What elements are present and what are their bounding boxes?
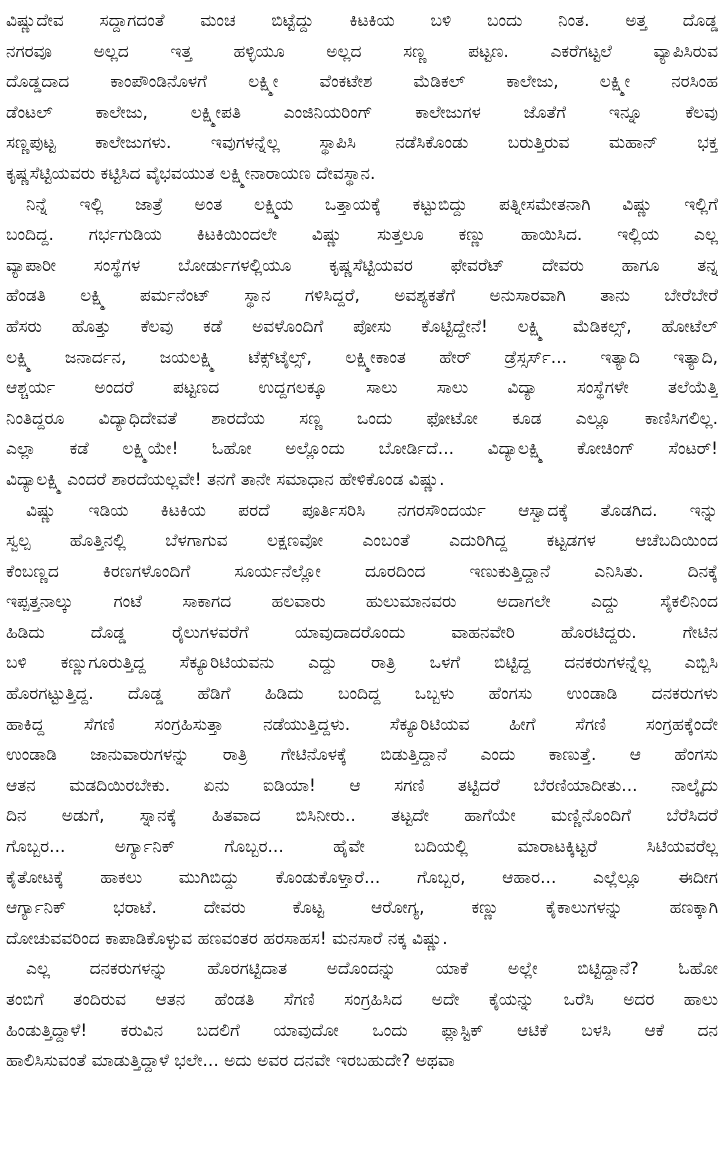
text-line: ಬಳಿ ಕಣ್ಣುಗೂರುತ್ತಿದ್ದ ಸೆಕ್ಯೂರಿಟಿಯವನು ಎದ್ದು ರಾತ್ರಿ ಒಳಗೆ ಬಿಟ್ಟಿದ್ದ ದನಕರುಗಳನ್ನೆಲ್ಲ ಎಬ್ಬಿಸಿ [6,653,718,674]
text-line: ಹೊರಗಟ್ಟುತ್ತಿದ್ದ. ದೊಡ್ಡ ಹೆಡಿಗೆ ಹಿಡಿದು ಬಂದಿದ್ದ ಒಬ್ಬಳು ಹೆಂಗಸು ಉಂಡಾಡಿ ದನಕರುಗಳು [6,684,718,705]
text-line: ವಿಷ್ಣುದೇವ ಸದ್ದಾಗದಂತೆ ಮಂಚ ಬಿಟ್ಟೆದ್ದು ಕಿಟಕಿಯ ಬಳಿ ಬಂದು ನಿಂತ. ಅತ್ತ ದೊಡ್ಡ [6,11,718,31]
text-line: ತಂಬಿಗೆ ತಂದಿರುವ ಆತನ ಹೆಂಡತಿ ಸೆಗಣಿ ಸಂಗ್ರಹಿಸಿದ ಅದೇ ಕೈಯನ್ನು ಒರೆಸಿ ಅದರ ಹಾಲು [6,990,718,1010]
text-line: ಆಶ್ಚರ್ಯ ಅಂದರೆ ಪಟ್ಟಣದ ಉದ್ದಗಲಕ್ಕೂ ಸಾಲು ಸಾಲು ವಿದ್ಯಾ ಸಂಸ್ಥೆಗಳೇ ತಲೆಯೆತ್ತಿ [6,378,718,399]
text-line: ಇಪ್ಪತ್ತನಾಲ್ಕು ಗಂಟೆ ಸಾಕಾಗದ ಹಲವಾರು ಹುಲುಮಾನವರು ಅದಾಗಲೇ ಎದ್ದು ಸೈಕಲಿನಿಂದ [6,592,718,613]
text-line: ಹೆಸರು ಹೊತ್ತು ಕೆಲವು ಕಡೆ ಅವಳೊಂದಿಗೆ ಪೋಸು ಕೊಟ್ಟಿದ್ದೇನೆ! ಲಕ್ಷ್ಮಿ ಮೆಡಿಕಲ್ಸ್, ಹೋಟೆಲ್ [6,316,718,337]
text-line: ಸಣ್ಣಪುಟ್ಟ ಕಾಲೇಜುಗಳು. ಇವುಗಳನ್ನೆಲ್ಲ ಸ್ಥಾಪಿಸಿ ನಡೆಸಿಕೊಂಡು ಬರುತ್ತಿರುವ ಮಹಾನ್ ಭಕ್ತ [6,133,718,154]
text-line: ನಿನ್ನೆ ಇಲ್ಲಿ ಜಾತ್ರೆ ಅಂತ ಲಕ್ಷ್ಮಿಯ ಒತ್ತಾಯಕ್ಕೆ ಕಟ್ಟುಬಿದ್ದು ಪತ್ನೀಸಮೇತನಾಗಿ ವಿಷ್ಣು ಇಲ್ಲಿಗೆ [26,194,718,215]
text-line: ಆರ್ಗ್ಯಾನಿಕ್ ಭರಾಟೆ. ದೇವರು ಕೊಟ್ಟ ಆರೋಗ್ಯ, ಕಣ್ಣು ಕೈಕಾಲುಗಳನ್ನು ಹಣಕ್ಕಾಗಿ [6,898,718,919]
text-line: ಲಕ್ಷ್ಮಿ ಜನಾರ್ದನ, ಜಯಲಕ್ಷ್ಮಿ ಟೆಕ್ಸ್‌ಟೈಲ್ಸ್, ಲಕ್ಷ್ಮೀಕಾಂತ ಹೇರ್ ಡ್ರೆಸ್ಸರ್ಸ್... ಇತ್ಯಾದಿ ಇತ್ಯಾದಿ, [6,347,718,368]
text-line: ವಿಷ್ಣು ಇಡಿಯ ಕಿಟಕಿಯ ಪರದೆ ಪೂರ್ತಿಸರಿಸಿ ನಗರಸೌಂದರ್ಯ ಆಸ್ವಾದಕ್ಕೆ ತೊಡಗಿದ. ಇನ್ನು [26,500,718,521]
text-line: ದೊಡ್ಡದಾದ ಕಾಂಪೌಂಡಿನೊಳಗೆ ಲಕ್ಷ್ಮೀ ವೆಂಕಟೇಶ ಮೆಡಿಕಲ್ ಕಾಲೇಜು, ಲಕ್ಷ್ಮೀ ನರಸಿಂಹ [6,72,718,93]
text-line: ಎಲ್ಲ ದನಕರುಗಳನ್ನು ಹೊರಗಟ್ಟಿದಾತ ಅದೊಂದನ್ನು ಯಾಕೆ ಅಲ್ಲೇ ಬಿಟ್ಟಿದ್ದಾನೆ? ಓಹೋ [26,959,718,980]
text-line: ಹಾಕಿದ್ದ ಸೆಗಣಿ ಸಂಗ್ರಹಿಸುತ್ತಾ ನಡೆಯುತ್ತಿದ್ದಳು. ಸೆಕ್ಯೂರಿಟಿಯವ ಹೀಗೆ ಸೆಗಣಿ ಸಂಗ್ರಹಕ್ಕೆಂದೇ [6,714,718,735]
text-line: ನಿಂತಿದ್ದರೂ ವಿದ್ಯಾಧಿದೇವತೆ ಶಾರದೆಯ ಸಣ್ಣ ಒಂದು ಫೋಟೋ ಕೂಡ ಎಲ್ಲೂ ಕಾಣಿಸಿಗಲಿಲ್ಲ. [6,408,718,429]
text-line: ಸ್ವಲ್ಪ ಹೊತ್ತಿನಲ್ಲಿ ಬೆಳಗಾಗುವ ಲಕ್ಷಣವೋ ಎಂಬಂತೆ ಎದುರಿಗಿದ್ದ ಕಟ್ಟಡಗಳ ಆಚೆಬದಿಯಿಂದ [6,531,718,552]
text-line: ಕೈತೋಟಕ್ಕೆ ಹಾಕಲು ಮುಗಿಬಿದ್ದು ಕೊಂಡುಕೊಳ್ತಾರೆ... ಗೊಬ್ಬರ, ಆಹಾರ... ಎಲ್ಲೆಲ್ಲೂ ಈದೀಗ [6,867,718,888]
text-line: ನಗರವೂ ಅಲ್ಲದ ಇತ್ತ ಹಳ್ಳಿಯೂ ಅಲ್ಲದ ಸಣ್ಣ ಪಟ್ಟಣ. ಎಕರೆಗಟ್ಟಲೆ ವ್ಯಾಪಿಸಿರುವ [6,41,718,62]
text-line: ಎಲ್ಲಾ ಕಡೆ ಲಕ್ಷ್ಮಿಯೇ! ಓಹೋ ಅಲ್ಲೊಂದು ಬೋರ್ಡಿದೆ... ವಿದ್ಯಾಲಕ್ಷ್ಮಿ ಕೋಚಿಂಗ್ ಸೆಂಟರ್! [6,439,718,460]
text-line: ಗೊಬ್ಬರ... ಅರ್ಗ್ಯಾನಿಕ್ ಗೊಬ್ಬರ... ಹೈವೇ ಬದಿಯಲ್ಲಿ ಮಾರಾಟಕ್ಕಿಟ್ಟರೆ ಸಿಟಿಯವರೆಲ್ಲ [6,837,718,858]
text-line: ಹೆಂಡತಿ ಲಕ್ಷ್ಮಿ ಪರ್ಮನೆಂಟ್ ಸ್ಥಾನ ಗಳಿಸಿದ್ದರೆ, ಅವಶ್ಯಕತೆಗೆ ಅನುಸಾರವಾಗಿ ತಾನು ಬೇರೆಬೇರೆ [6,286,718,307]
text-line: ಡೆಂಟಲ್ ಕಾಲೇಜು, ಲಕ್ಷ್ಮೀಪತಿ ಎಂಜಿನಿಯರಿಂಗ್ ಕಾಲೇಜುಗಳ ಜೊತೆಗೆ ಇನ್ನೂ ಕೆಲವು [6,102,718,123]
text-line: ಹಿಡಿದು ದೊಡ್ಡ ರೈಲುಗಳವರೆಗೆ ಯಾವುದಾದರೊಂದು ವಾಹನವೇರಿ ಹೊರಟಿದ್ದರು. ಗೇಟಿನ [6,622,718,643]
text-line: ಹಾಲಿಸಿಸುವಂತೆ ಮಾಡುತ್ತಿದ್ದಾಳೆ ಭಲೇ... ಅದು ಅವರ ದನವೇ ಇರಬಹುದೇ? ಅಥವಾ [6,1051,455,1072]
text-line: ಹಿಂಡುತ್ತಿದ್ದಾಳೆ! ಕರುವಿನ ಬದಲಿಗೆ ಯಾವುದೋ ಒಂದು ಪ್ಲಾಸ್ಟಿಕ್ ಆಟಿಕೆ ಬಳಸಿ ಆಕೆ ದನ [6,1020,718,1041]
text-line: ದೋಚುವವರಿಂದ ಕಾಪಾಡಿಕೊಳ್ಳುವ ಹಣವಂತರ ಹರಸಾಹಸ! ಮನಸಾರೆ ನಕ್ಕ ವಿಷ್ಣು. [6,928,448,949]
text-line: ವ್ಯಾಪಾರೀ ಸಂಸ್ಥೆಗಳ ಬೋರ್ಡುಗಳಲ್ಲಿಯೂ ಕೃಷ್ಣಸೆಟ್ಟಿಯವರ ಫೇವರೆಟ್ ದೇವರು ಹಾಗೂ ತನ್ನ [6,255,718,276]
text-line: ವಿದ್ಯಾಲಕ್ಷ್ಮಿ ಎಂದರೆ ಶಾರದೆಯಲ್ಲವೇ! ತನಗೆ ತಾನೇ ಸಮಾಧಾನ ಹೇಳಿಕೊಂಡ ವಿಷ್ಣು. [6,469,445,490]
text-line: ಬಂದಿದ್ದ. ಗರ್ಭಗುಡಿಯ ಕಿಟಕಿಯಿಂದಲೇ ವಿಷ್ಣು ಸುತ್ತಲೂ ಕಣ್ಣು ಹಾಯಿಸಿದ. ಇಲ್ಲಿಯ ಎಲ್ಲ [6,225,718,246]
text-line: ಕೃಷ್ಣಸೆಟ್ಟಿಯವರು ಕಟ್ಟಿಸಿದ ವೈಭವಯುತ ಲಕ್ಷ್ಮೀನಾರಾಯಣ ದೇವಸ್ಥಾನ. [6,163,376,184]
text-line: ಕೆಂಬಣ್ಣದ ಕಿರಣಗಳೊಂದಿಗೆ ಸೂರ್ಯನೆಲ್ಲೋ ದೂರದಿಂದ ಇಣುಕುತ್ತಿದ್ದಾನೆ ಎನಿಸಿತು. ದಿನಕ್ಕೆ [6,561,718,582]
body-text [6,6,718,1077]
text-line: ಆತನ ಮಡದಿಯಿರಬೇಕು. ಏನು ಐಡಿಯಾ! ಆ ಸಗಣಿ ತಟ್ಟಿದರೆ ಬೆರಣಿಯಾದೀತು... ನಾಲ್ಕೈದು [6,775,718,796]
text-line: ಉಂಡಾಡಿ ಜಾನುವಾರುಗಳನ್ನು ರಾತ್ರಿ ಗೇಟಿನೊಳಕ್ಕೆ ಬಿಡುತ್ತಿದ್ದಾನೆ ಎಂದು ಕಾಣುತ್ತೆ. ಆ ಹೆಂಗಸು [6,745,718,766]
text-line: ದಿನ ಅಡುಗೆ, ಸ್ನಾನಕ್ಕೆ ಹಿತವಾದ ಬಿಸಿನೀರು.. ತಟ್ಟದೇ ಹಾಗೆಯೇ ಮಣ್ಣಿನೊಂದಿಗೆ ಬೆರೆಸಿದರೆ [6,806,718,827]
